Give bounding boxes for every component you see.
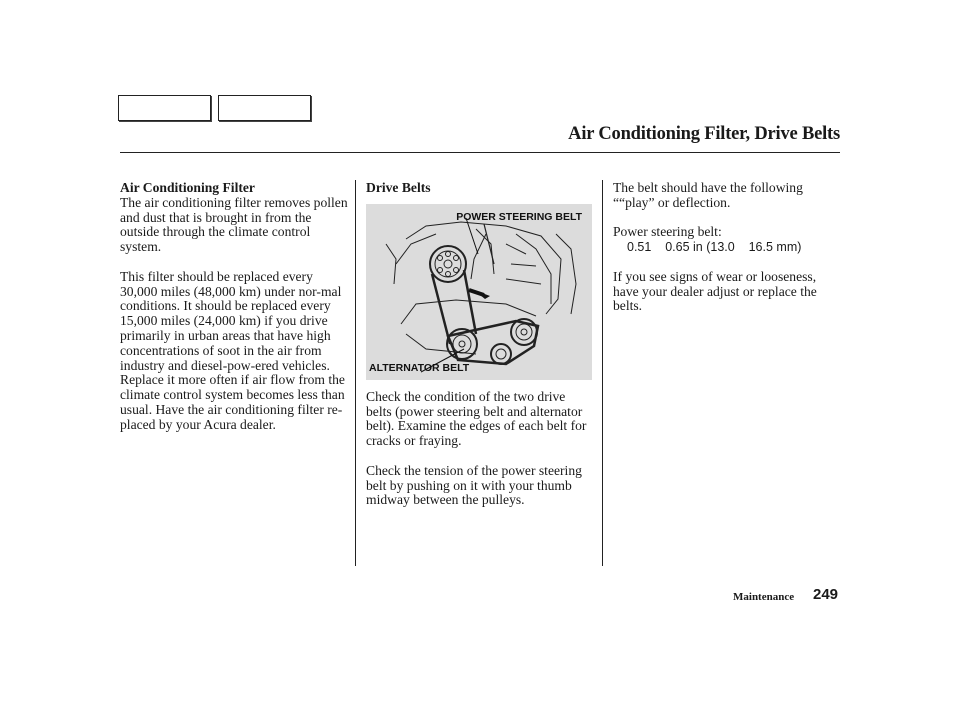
page-number: 249 — [813, 586, 839, 603]
ac-filter-heading: Air Conditioning Filter — [120, 180, 255, 195]
column-belt-deflection — [613, 181, 841, 329]
alternator-belt-label: ALTERNATOR BELT — [369, 362, 470, 374]
drive-belts-figure — [366, 204, 592, 380]
drive-belts-paragraph-2: Check the tension of the power steering belt by pushing on it with your thumb midway between the pulleys. — [366, 462, 582, 508]
column-divider-2 — [602, 180, 603, 566]
title-rule — [120, 152, 840, 153]
page-title: Air Conditioning Filter, Drive Belts — [568, 124, 840, 144]
nav-tab-1[interactable] — [118, 95, 211, 121]
deflection-paragraph: The belt should have the following ““play” or deflection. — [613, 180, 803, 210]
column-drive-belts — [366, 181, 594, 523]
drive-belts-paragraph-1: Check the condition of the two drive belts (power steering belt and alternator belt). Examine the edges of each belt for cracks or fraying. — [366, 388, 587, 449]
spec-value: 0.51 0.65 in (13.0 16.5 mm) — [627, 240, 802, 255]
drive-belts-heading: Drive Belts — [366, 180, 431, 195]
column-ac-filter — [120, 181, 348, 447]
engine-belt-illustration — [366, 204, 592, 380]
wear-paragraph: If you see signs of wear or looseness, have your dealer adjust or replace the belts. — [613, 268, 817, 314]
power-steering-belt-label: POWER STEERING BELT — [456, 210, 582, 223]
ac-filter-paragraph-2: This filter should be replaced every 30,000 miles (48,000 km) under nor-mal conditions. It should be replaced every 15,000 miles (24,000 km) if you drive primarily in urban areas that have high concentrations of soot in the air from industry and diesel-pow-ered vehicles. Replace it more often if air flow from the climate control system becomes less than usual. Have the air conditioning filter re-placed by your Acura dealer. — [120, 268, 345, 432]
nav-tab-2[interactable] — [218, 95, 311, 121]
column-divider-1 — [355, 180, 356, 566]
ac-filter-paragraph-1: The air conditioning filter removes pollen and dust that is brought in from the outside through the climate control system. — [120, 194, 348, 255]
footer-section-label: Maintenance — [733, 591, 795, 603]
spec-label: Power steering belt: — [613, 224, 722, 240]
